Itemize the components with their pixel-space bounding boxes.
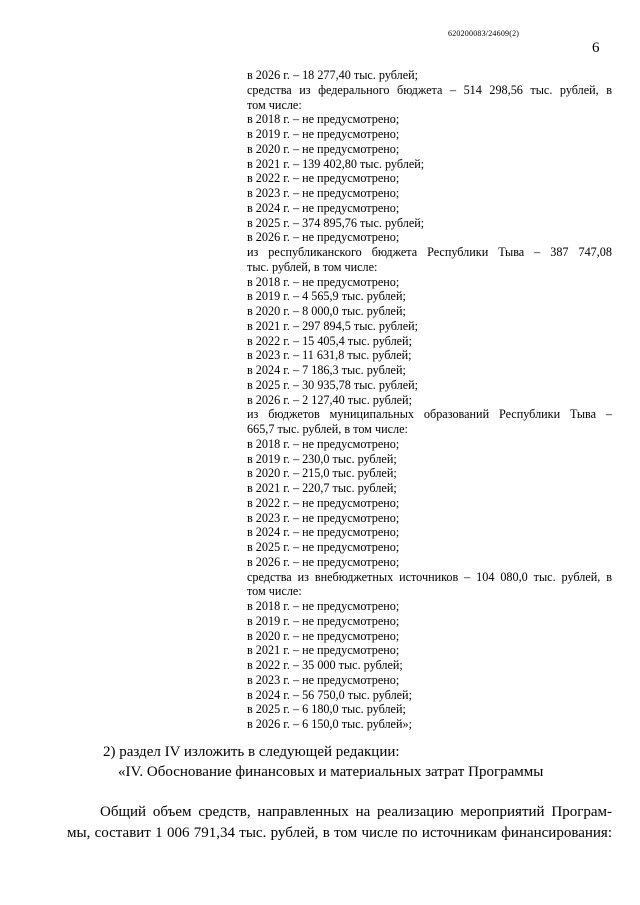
text-line: в 2026 г. – 6 150,0 тыс. рублей»; <box>247 717 412 731</box>
text-line: в 2020 г. – не предусмотрено; <box>247 628 400 643</box>
text-line: средства из федерального бюджета – 514 298,56 тыс. рублей, в <box>247 82 612 97</box>
text-line: в 2023 г. – не предусмотрено; <box>247 510 400 525</box>
text-line: в 2018 г. – не предусмотрено; <box>247 436 400 451</box>
text-line: в 2018 г. – не предусмотрено; <box>247 599 400 613</box>
text-line: в 2026 г. – не предусмотрено; <box>247 554 400 569</box>
text-line: в 2020 г. – 215,0 тыс. рублей; <box>247 466 397 481</box>
text-line: в 2023 г. – 11 631,8 тыс. рублей; <box>247 348 412 363</box>
text-line: в 2025 г. – не предусмотрено; <box>247 540 400 554</box>
text-line: в 2020 г. – не предусмотрено; <box>247 141 400 156</box>
text-line: в 2024 г. – не предусмотрено; <box>247 525 400 540</box>
text-line: средства из внебюджетных источников – 104 080,0 тыс. рублей, в <box>247 569 612 584</box>
document-id: 620200083/24609(2) <box>448 29 520 38</box>
amendment-item: 2) раздел IV изложить в следующей редакции: <box>103 744 400 760</box>
text-line: в 2019 г. – 230,0 тыс. рублей; <box>247 451 397 466</box>
text-line: в 2018 г. – не предусмотрено; <box>247 112 400 127</box>
body-paragraph <box>67 802 612 844</box>
text-line: в 2024 г. – 7 186,3 тыс. рублей; <box>247 363 406 377</box>
text-line: в 2026 г. – 18 277,40 тыс. рублей; <box>247 68 419 82</box>
text-line: в 2019 г. – 4 565,9 тыс. рублей; <box>247 289 406 304</box>
text-line: в 2021 г. – 297 894,5 тыс. рублей; <box>247 318 419 333</box>
text-line: в 2021 г. – не предусмотрено; <box>247 643 400 658</box>
section-heading: «IV. Обоснование финансовых и материальных затрат Программы <box>118 764 544 780</box>
text-line: в 2026 г. – 2 127,40 тыс. рублей; <box>247 392 412 407</box>
text-line: том числе: <box>247 97 302 112</box>
text-line: в 2025 г. – 30 935,78 тыс. рублей; <box>247 377 419 392</box>
text-line: в 2025 г. – 6 180,0 тыс. рублей; <box>247 702 406 717</box>
text-line: в 2024 г. – 56 750,0 тыс. рублей; <box>247 687 412 702</box>
text-line: том числе: <box>247 584 302 599</box>
text-line: в 2019 г. – не предусмотрено; <box>247 127 400 141</box>
text-line: в 2021 г. – 139 402,80 тыс. рублей; <box>247 156 425 171</box>
text-line: 665,7 тыс. рублей, в том числе: <box>247 422 408 436</box>
text-line: в 2025 г. – 374 895,76 тыс. рублей; <box>247 215 425 230</box>
financing-block <box>247 68 612 732</box>
text-line: в 2019 г. – не предусмотрено; <box>247 613 400 628</box>
text-line: в 2022 г. – не предусмотрено; <box>247 171 400 186</box>
text-line: тыс. рублей, в том числе: <box>247 259 378 274</box>
text-line: в 2024 г. – не предусмотрено; <box>247 200 400 215</box>
paragraph-line: мы, составит 1 006 791,34 тыс. рублей, в том числе по источникам финансирования: <box>67 825 612 841</box>
page-number: 6 <box>592 40 600 56</box>
text-line: в 2023 г. – не предусмотрено; <box>247 672 400 687</box>
text-line: в 2022 г. – 35 000 тыс. рублей; <box>247 658 403 672</box>
paragraph-line: Общий объем средств, направленных на реализацию мероприятий Програм- <box>100 804 612 820</box>
text-line: в 2026 г. – не предусмотрено; <box>247 230 400 245</box>
text-line: из бюджетов муниципальных образований Республики Тыва – <box>247 407 612 422</box>
text-line: в 2022 г. – не предусмотрено; <box>247 495 400 510</box>
text-line: в 2022 г. – 15 405,4 тыс. рублей; <box>247 333 412 348</box>
text-line: в 2020 г. – 8 000,0 тыс. рублей; <box>247 304 406 318</box>
text-line: из республиканского бюджета Республики Тыва – 387 747,08 <box>247 245 612 259</box>
text-line: в 2018 г. – не предусмотрено; <box>247 274 400 289</box>
text-line: в 2023 г. – не предусмотрено; <box>247 186 400 200</box>
text-line: в 2021 г. – 220,7 тыс. рублей; <box>247 481 397 495</box>
